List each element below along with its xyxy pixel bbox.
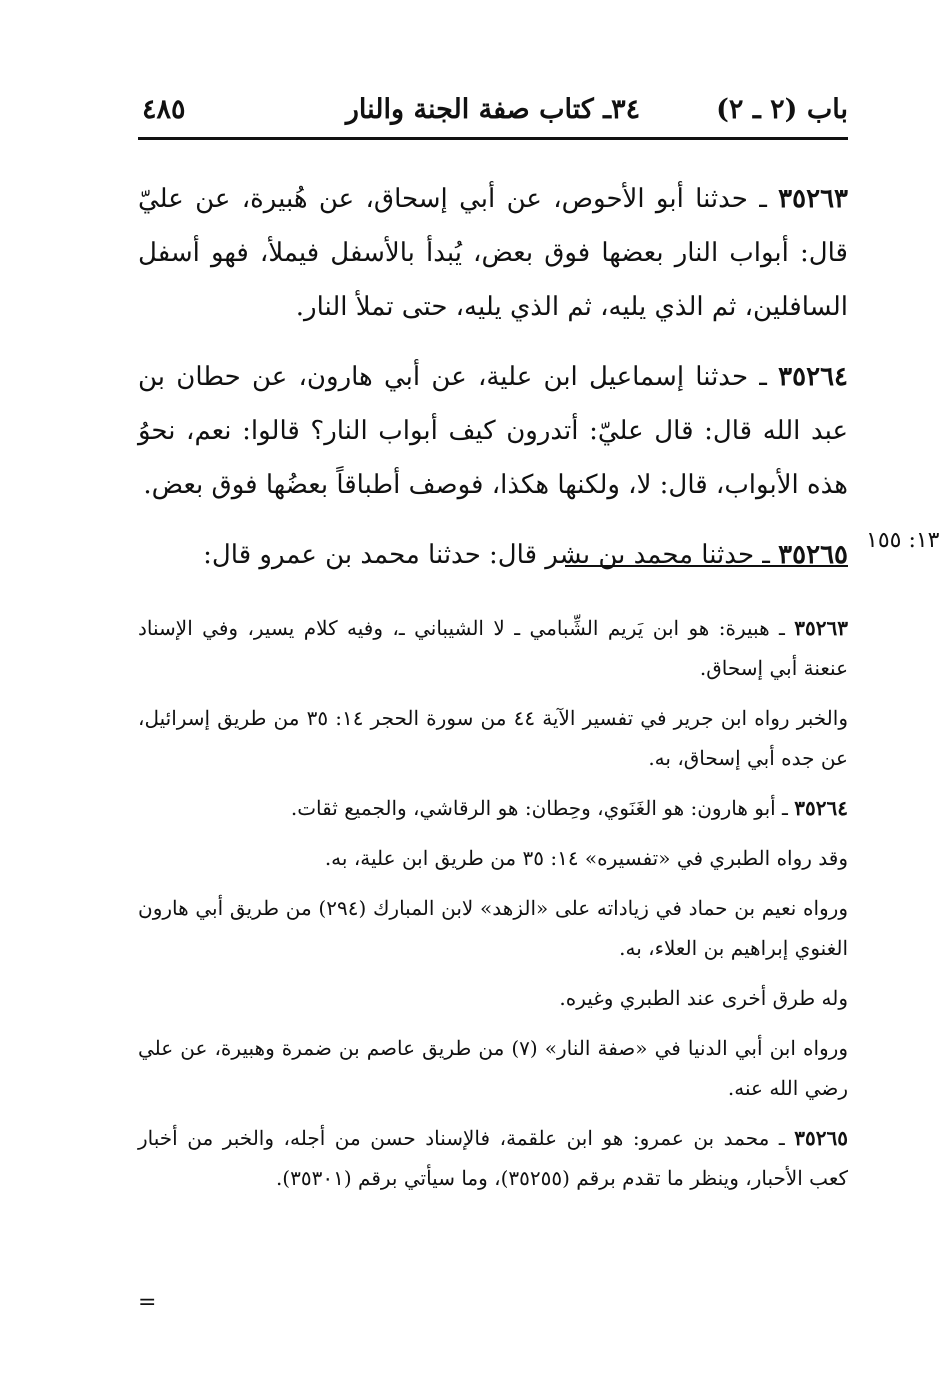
footnote [138,698,848,778]
footnote-text: ورواه ابن أبي الدنيا في «صفة النار» (٧) من طريق عاصم بن ضمرة وهبيرة، عن علي رضي الله عنه. [138,1036,848,1100]
header-rule [138,137,848,140]
footnote-text: ـ هبيرة: هو ابن يَريم الشِّبامي ـ لا الشيباني ـ، وفيه كلام يسير، وفي الإسناد عنعنة أبي إسحاق. [138,616,848,680]
footnote [138,1118,848,1198]
hadith-number: ٣٥٢٦٤ [778,362,848,392]
footnote [138,788,848,828]
footnote [138,888,848,968]
book-title: ٣٤ـ كتاب صفة الجنة والنار [345,94,641,125]
page-header [138,88,848,140]
footnote-number: ٣٥٢٦٥ [794,1126,848,1150]
main-text [138,172,848,598]
hadith-text: ـ حدثنا محمد بن بشر قال: حدثنا محمد بن عمرو قال: [203,540,779,570]
footnote-text: وله طرق أخرى عند الطبري وغيره. [559,986,848,1010]
footnotes [138,608,848,1208]
footnote-text: ـ أبو هارون: هو الغَنَوي، وحِطان: هو الرقاشي، والجميع ثقات. [290,796,795,820]
hadith-number: ٣٥٢٦٣ [778,184,848,214]
footnote-rule [565,565,848,567]
hadith-entry [138,172,848,334]
chapter-title: باب (٢ ـ ٢) [716,94,848,125]
footnote [138,978,848,1018]
hadith-text: ـ حدثنا أبو الأحوص، عن أبي إسحاق، عن هُبيرة، عن عليّ قال: أبواب النار بعضها فوق بعض، يُبدأ بالأسفل فيملأ، فهو أسفل السافلين، ثم الذي يليه، ثم الذي يليه، حتى تملأ النار. [138,184,848,322]
footnote-text: ـ محمد بن عمرو: هو ابن علقمة، فالإسناد حسن من أجله، والخبر من أخبار كعب الأحبار، وينظر ما تقدم برقم (٣٥٢٥٥)، وما سيأتي برقم (٣٥٣٠١). [138,1126,848,1190]
hadith-entry [138,528,848,582]
hadith-text: ـ حدثنا إسماعيل ابن علية، عن أبي هارون، عن حطان بن عبد الله قال: قال عليّ: أتدرون كيف أبواب النار؟ قالوا: نعم، نحوُ هذه الأبواب، قال: لا، ولكنها هكذا، فوصف أطباقاً بعضُها فوق بعض. [138,362,848,500]
footnote-text: ورواه نعيم بن حماد في زياداته على «الزهد» لابن المبارك (٢٩٤) من طريق أبي هارون الغنوي إبراهيم بن العلاء، به. [138,896,848,960]
margin-reference: ١٣: ١٥٥ [866,528,940,553]
footnote-text: وقد رواه الطبري في «تفسيره» ١٤: ٣٥ من طريق ابن علية، به. [324,846,848,870]
page-number: ٤٨٥ [142,94,186,125]
footnote [138,838,848,878]
footnote-number: ٣٥٢٦٣ [794,616,848,640]
hadith-entry [138,350,848,512]
footnote-number: ٣٥٢٦٤ [794,796,848,820]
footnote-text: والخبر رواه ابن جرير في تفسير الآية ٤٤ من سورة الحجر ١٤: ٣٥ من طريق إسرائيل، عن جده أبي إسحاق، به. [138,706,848,770]
hadith-number: ٣٥٢٦٥ [778,540,848,570]
continuation-mark: = [138,1290,157,1315]
footnote [138,1028,848,1108]
footnote [138,608,848,688]
